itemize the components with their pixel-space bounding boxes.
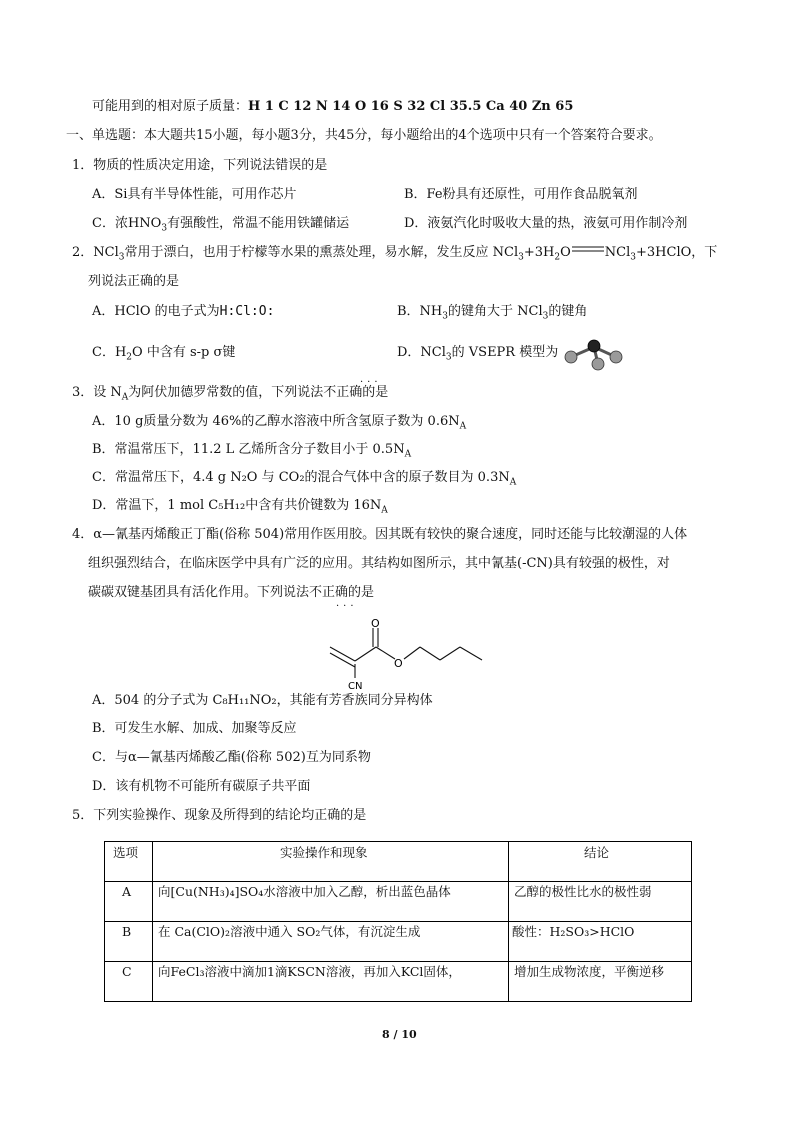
q1-option-b: B．Fe粉具有还原性，可用作食品脱氧剂 xyxy=(404,187,638,202)
table-border-top xyxy=(104,841,692,842)
q2-option-b: B．$NH_3$的键角大于 NCl$_3$的键角 xyxy=(397,304,588,322)
q2-b-3: 的键角 xyxy=(548,304,588,319)
q3-option-a xyxy=(92,413,466,436)
q4-option-d: D．该有机物不可能所有碳原子共平面 xyxy=(92,779,311,794)
section-title: 一、单选题：本大题共15小题，每小题3分，共45分，每小题给出的4个选项中只有一个答案符合要求。 xyxy=(66,128,662,143)
table-col-divider xyxy=(691,841,692,1002)
q2-b-1: B．NH xyxy=(397,304,443,319)
table-row-divider xyxy=(104,881,692,882)
q3-c: C．常温常压下，4.4 g N₂O 与 CO₂的混合气体中含的原子数目为 0.3N xyxy=(92,470,510,485)
q3-option-d xyxy=(92,497,388,520)
q3-stem-2: 为阿伏加德罗常数的值，下列说法不正确的是 xyxy=(128,385,389,400)
q2-stem-line2: 列说法正确的是 xyxy=(88,274,180,289)
q3-a-sub: A xyxy=(459,421,467,432)
q2-b-2: 的键角大于 NCl xyxy=(448,304,543,319)
q4-option-c: C．与α—氰基丙烯酸乙酯(俗称 502)互为同系物 xyxy=(92,750,371,765)
carbonyl-o-label: O xyxy=(371,617,380,630)
q3-stem-1: 3．设 N xyxy=(72,385,122,400)
q2-d-2: 的 VSEPR 模型为 xyxy=(451,345,559,360)
table-cell: 向FeCl₃溶液中滴加1滴KSCN溶液，再加入KCl固体， xyxy=(158,964,461,979)
q1-option-d: D．液氨汽化时吸收大量的热，液氨可用作制冷剂 xyxy=(404,216,688,231)
q2-option-d: D．NCl$_3$的 VSEPR 模型为 xyxy=(397,345,559,363)
table-cell: 酸性：H₂SO₃>HClO xyxy=(512,924,635,939)
vsepr-model-image xyxy=(562,337,626,371)
q2-c-2: O 中含有 s-p σ键 xyxy=(132,345,236,360)
table-cell: 乙醇的极性比水的极性弱 xyxy=(514,884,652,899)
atomic-mass-line xyxy=(92,98,573,116)
table-col-divider xyxy=(104,841,105,1002)
q4-stem-line3: 碳碳双键基团具有活化作用。下列说法不正确的是 xyxy=(88,585,375,600)
table-row-divider xyxy=(104,921,692,922)
table-cell: C xyxy=(122,964,132,979)
q2-a-text: A．HClO 的电子式为 xyxy=(92,304,220,319)
q2-d-1: D．NCl xyxy=(397,345,446,360)
q3-option-c xyxy=(92,469,516,492)
equilibrium-arrow xyxy=(571,241,605,259)
q4-option-b: B．可发生水解、加成、加聚等反应 xyxy=(92,721,297,736)
cyano-label: CN xyxy=(348,681,363,690)
q1-c-text: C．浓HNO xyxy=(92,216,162,231)
q2-c-1: C．H xyxy=(92,345,127,360)
table-border-bottom xyxy=(104,1001,692,1002)
q4-stem-line2: 组织强烈结合，在临床医学中具有广泛的应用。其结构如图所示，其中氰基(-CN)具有较强的极性，对 xyxy=(88,556,670,571)
table-cell: 增加生成物浓度，平衡逆移 xyxy=(514,964,665,979)
q2-option-a xyxy=(92,303,274,321)
emphasis-dots-2: ··· xyxy=(336,601,358,612)
q3-stem-sub: A xyxy=(121,392,129,403)
q2-t3: +3H xyxy=(523,245,555,260)
emphasis-dots: ··· xyxy=(360,377,382,388)
q3-c-sub: A xyxy=(509,477,517,488)
ester-o-label: O xyxy=(394,657,403,670)
q1-option-a: A．Si具有半导体性能，可用作芯片 xyxy=(92,187,297,202)
q3-b: B．常温常压下，11.2 L 乙烯所含分子数目小于 0.5N xyxy=(92,442,405,457)
table-cell: 在 Ca(ClO)₂溶液中通入 SO₂气体，有沉淀生成 xyxy=(158,924,421,939)
atomic-mass-values: H 1 C 12 N 14 O 16 S 32 Cl 35.5 Ca 40 Zn 65 xyxy=(248,99,574,114)
molecule-structure-504 xyxy=(322,616,492,690)
q2-t6: +3HClO，下 xyxy=(636,245,718,260)
table-cell: A xyxy=(122,884,132,899)
table-header-option: 选项 xyxy=(113,845,139,860)
q3-option-b xyxy=(92,441,411,464)
table-cell: 向[Cu(NH₃)₄]SO₄水溶液中加入乙醇，析出蓝色晶体 xyxy=(158,884,451,899)
q3-b-sub: A xyxy=(404,449,412,460)
q3-d: D．常温下，1 mol C₅H₁₂中含有共价键数为 16N xyxy=(92,498,382,513)
q4-stem-line1: 4．α—氰基丙烯酸正丁酯(俗称 504)常用作医用胶。因其既有较快的聚合速度，同时还能与比较潮湿的人体 xyxy=(72,527,688,542)
hclo-electron-formula: H:Cl:O: xyxy=(219,304,275,319)
q2-t4: O xyxy=(560,245,571,260)
q1-c-text-2: 有强酸性，常温不能用铁罐储运 xyxy=(167,216,350,231)
table-cell: B xyxy=(122,924,132,939)
page-number: 8 / 10 xyxy=(382,1028,417,1041)
q5-stem: 5．下列实验操作、现象及所得到的结论均正确的是 xyxy=(72,808,367,823)
table-header-operation: 实验操作和现象 xyxy=(280,845,368,860)
table-row-divider xyxy=(104,961,692,962)
q2-stem-line1: 2．NCl$_3$常用于漂白，也用于柠檬等水果的熏蒸处理，易水解，发生反应 $NCl_3+3H_2O$ NCl$_3$+3HClO，下 xyxy=(72,244,717,267)
q1-option-c: C．浓$HNO_3$有强酸性，常温不能用铁罐储运 xyxy=(92,216,350,234)
q4-option-a: A．504 的分子式为 C₈H₁₁NO₂，其能有芳香族同分异构体 xyxy=(92,693,433,708)
q2-option-c: C．$H_2O$ 中含有 s-p σ键 xyxy=(92,345,236,363)
table-col-divider xyxy=(152,841,153,1002)
q3-a: A．10 g质量分数为 46%的乙醇水溶液中所含氢原子数为 0.6N xyxy=(92,414,460,429)
table-col-divider xyxy=(508,841,509,1002)
table-header-conclusion: 结论 xyxy=(584,845,610,860)
atomic-mass-label: 可能用到的相对原子质量： xyxy=(92,99,249,114)
q2-t2: 常用于漂白，也用于柠檬等水果的熏蒸处理，易水解，发生反应 NCl xyxy=(124,245,519,260)
q1-stem: 1．物质的性质决定用途，下列说法错误的是 xyxy=(72,158,328,173)
q3-d-sub: A xyxy=(381,505,388,516)
q3-stem xyxy=(72,384,388,407)
q2-t1: 2．NCl xyxy=(72,245,119,260)
q2-t5: NCl xyxy=(604,245,631,260)
